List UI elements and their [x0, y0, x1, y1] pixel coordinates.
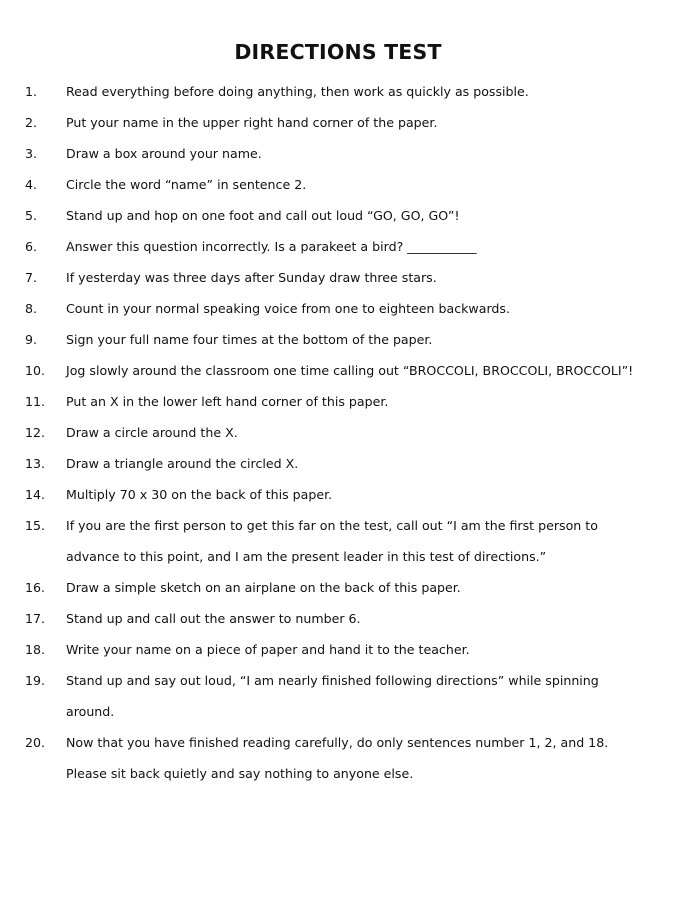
item-text-line: Draw a box around your name. — [66, 146, 262, 161]
item-number: 16. — [25, 580, 46, 595]
item-number: 17. — [25, 611, 46, 626]
item-text-line: Circle the word “name” in sentence 2. — [66, 177, 307, 192]
item-number: 10. — [25, 363, 46, 378]
item-text-line: Count in your normal speaking voice from one to eighteen backwards. — [66, 301, 510, 316]
item-number: 9. — [25, 332, 38, 347]
item-number: 3. — [25, 146, 38, 161]
item-number: 7. — [25, 270, 38, 285]
item-text-line: If yesterday was three days after Sunday draw three stars. — [66, 270, 437, 285]
item-text-line: Jog slowly around the classroom one time calling out “BROCCOLI, BROCCOLI, BROCCOLI”! — [66, 363, 634, 378]
item-text-line: Stand up and call out the answer to number 6. — [66, 611, 361, 626]
item-text-line: Now that you have finished reading carefully, do only sentences number 1, 2, and 18. — [66, 735, 609, 750]
item-text-line: Read everything before doing anything, then work as quickly as possible. — [66, 84, 529, 99]
item-text-line: Please sit back quietly and say nothing to anyone else. — [66, 766, 414, 781]
item-number: 1. — [25, 84, 38, 99]
item-text-line: Answer this question incorrectly. Is a parakeet a bird? ___________ — [66, 239, 477, 254]
item-number: 12. — [25, 425, 46, 440]
item-number: 18. — [25, 642, 46, 657]
item-text-line: Stand up and hop on one foot and call out loud “GO, GO, GO”! — [66, 208, 460, 223]
item-text-line: Put an X in the lower left hand corner of this paper. — [66, 394, 389, 409]
item-text-line: Put your name in the upper right hand corner of the paper. — [66, 115, 438, 130]
item-text-line: Draw a simple sketch on an airplane on the back of this paper. — [66, 580, 461, 595]
document-title: DIRECTIONS TEST — [234, 40, 442, 64]
item-number: 11. — [25, 394, 46, 409]
item-number: 6. — [25, 239, 38, 254]
item-text-line: Write your name on a piece of paper and hand it to the teacher. — [66, 642, 470, 657]
item-number: 8. — [25, 301, 38, 316]
item-text-line: Stand up and say out loud, “I am nearly finished following directions” while spinning — [66, 673, 599, 688]
item-number: 15. — [25, 518, 46, 533]
item-text-line: Sign your full name four times at the bottom of the paper. — [66, 332, 433, 347]
item-text-line: advance to this point, and I am the present leader in this test of directions.” — [66, 549, 547, 564]
item-number: 14. — [25, 487, 46, 502]
item-text-line: around. — [66, 704, 115, 719]
item-text-line: Multiply 70 x 30 on the back of this paper. — [66, 487, 333, 502]
item-text-line: Draw a circle around the X. — [66, 425, 238, 440]
item-number: 13. — [25, 456, 46, 471]
item-text-line: Draw a triangle around the circled X. — [66, 456, 299, 471]
item-number: 20. — [25, 735, 46, 750]
item-text-line: If you are the first person to get this far on the test, call out “I am the first person to — [66, 518, 598, 533]
item-number: 19. — [25, 673, 46, 688]
item-number: 4. — [25, 177, 38, 192]
item-number: 2. — [25, 115, 38, 130]
item-number: 5. — [25, 208, 38, 223]
